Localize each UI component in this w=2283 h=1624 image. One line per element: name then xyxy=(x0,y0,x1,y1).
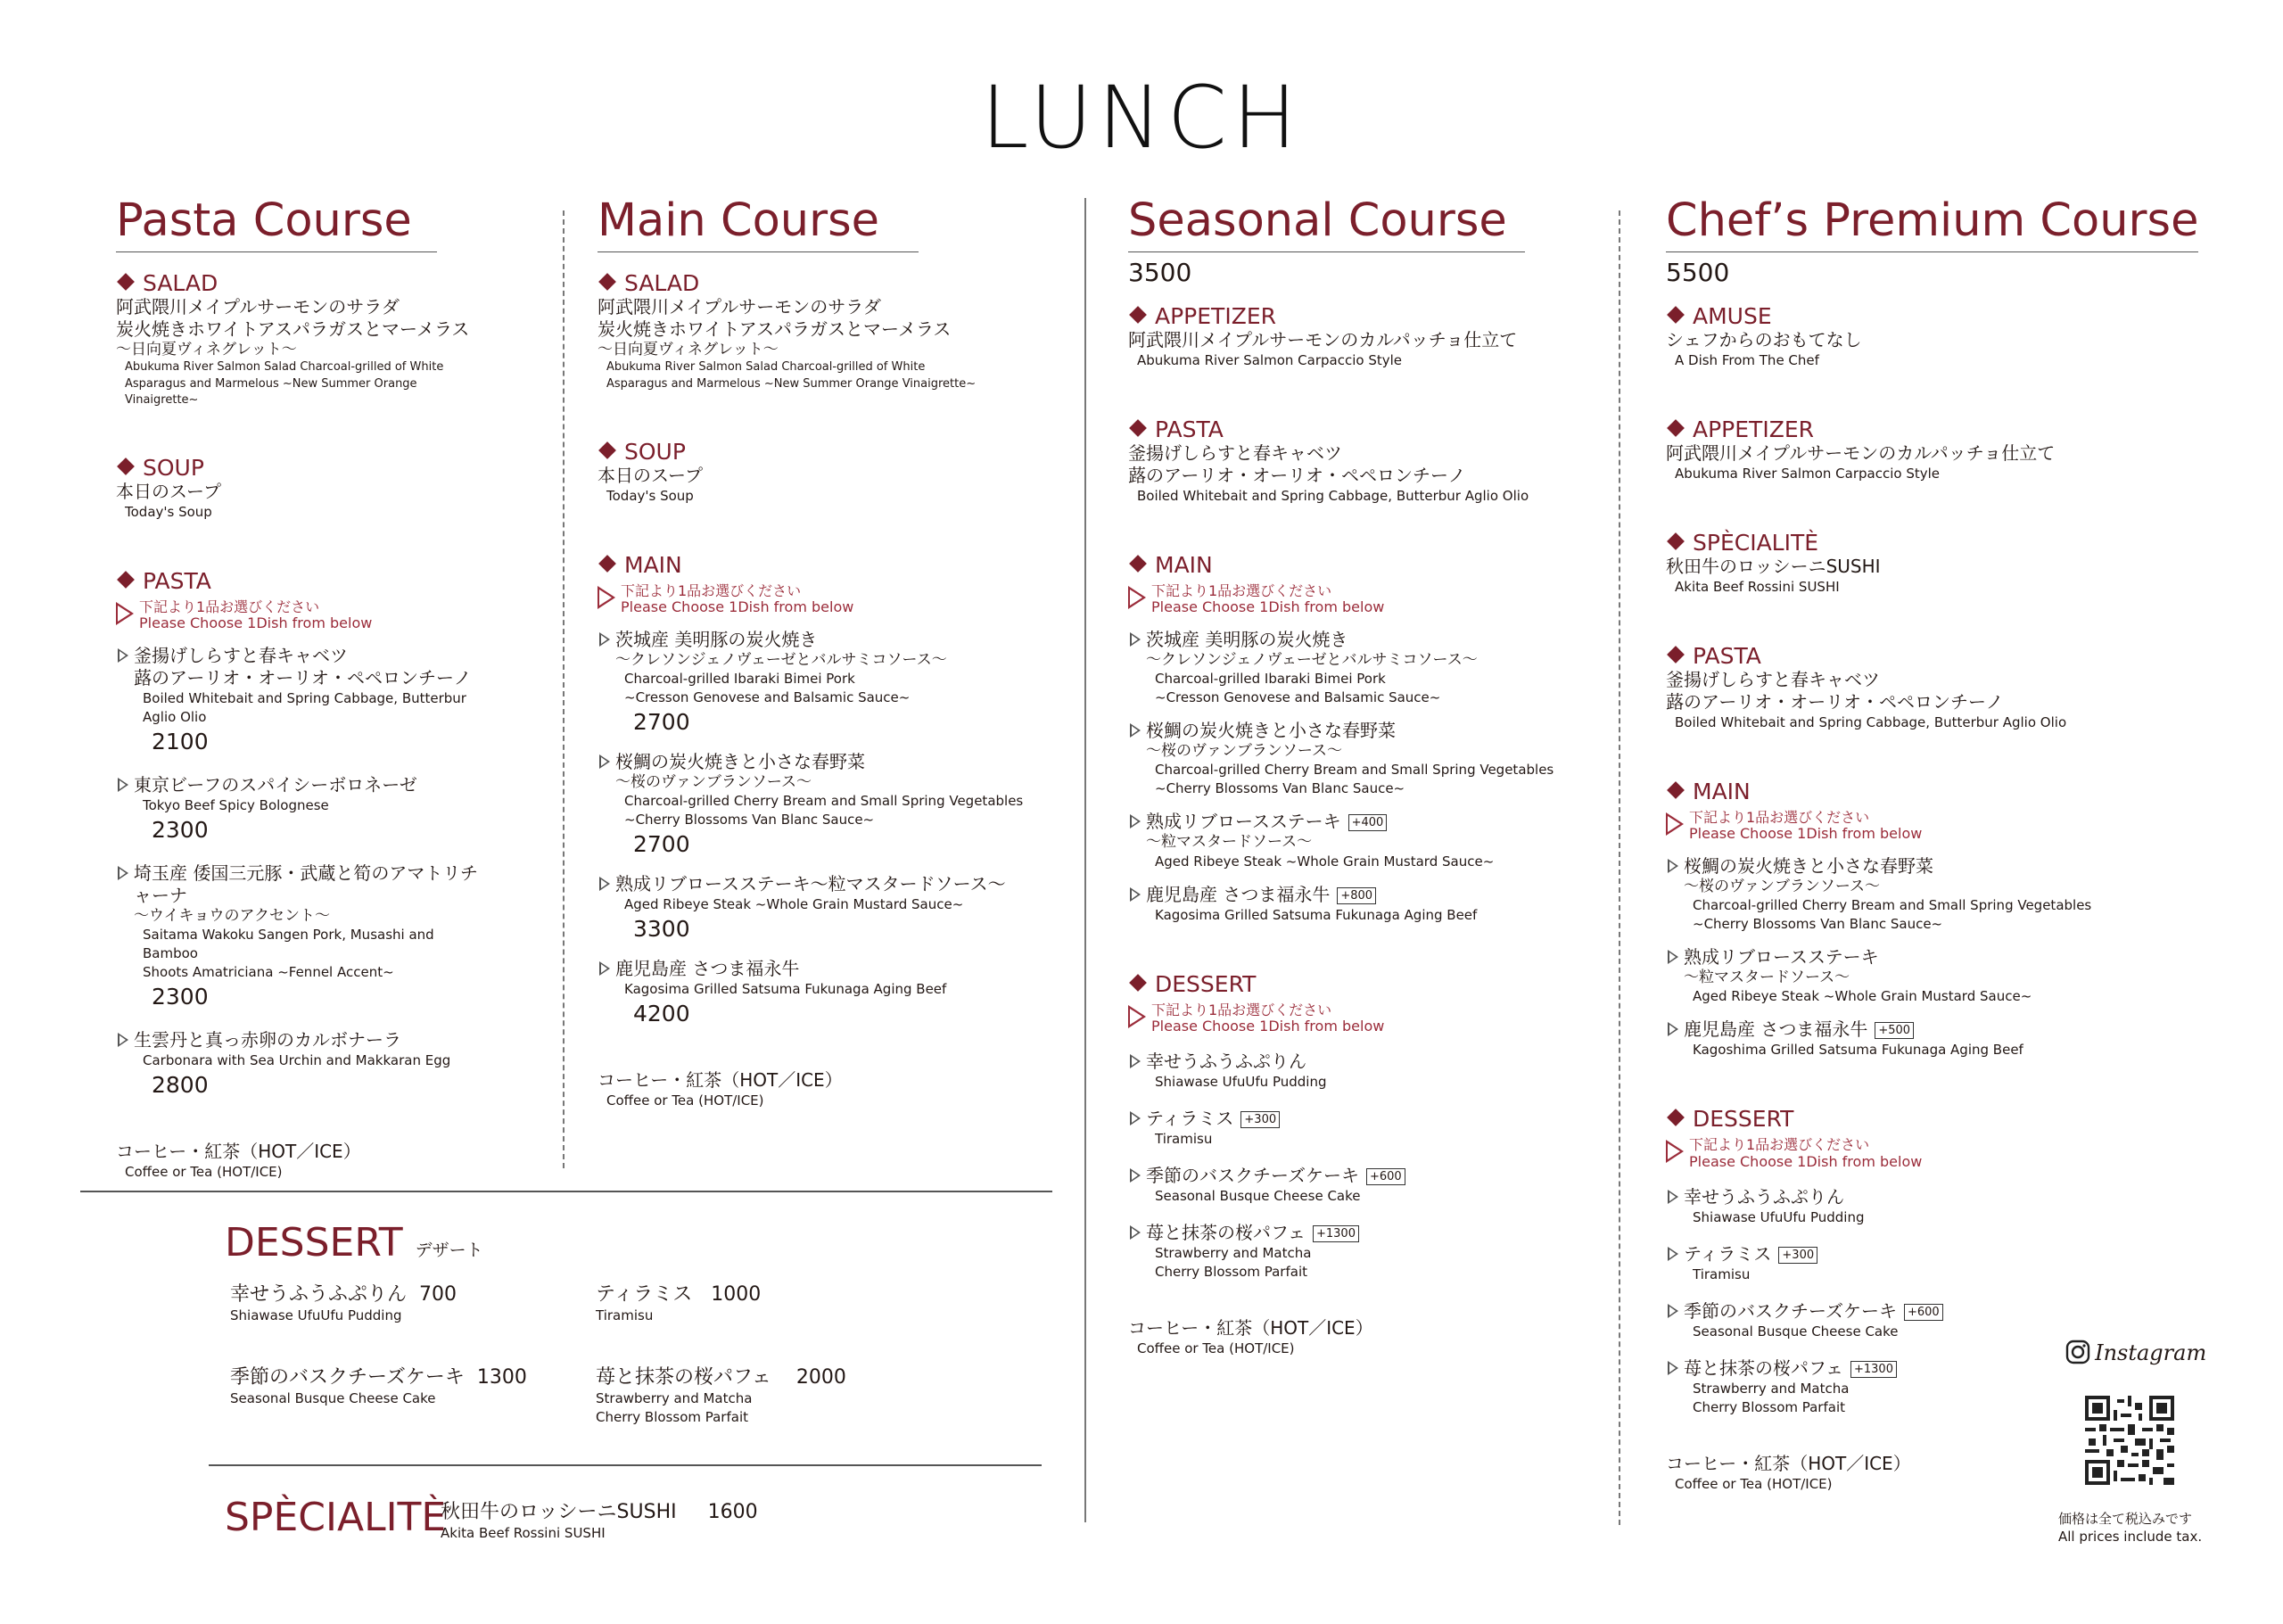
seasonal-price: 3500 xyxy=(1128,258,1192,288)
triangle-icon xyxy=(1668,859,1678,873)
main-items xyxy=(598,629,1079,1027)
triangle-icon xyxy=(1130,1225,1141,1240)
salad-jp: 〜日向夏ヴィネグレット〜 xyxy=(598,341,779,359)
triangle-icon xyxy=(1128,1005,1146,1028)
speciality-jp: 秋田牛のロッシーニSUSHI xyxy=(1666,556,1881,578)
menu-item: 熟成リブロースステーキ 〜粒マスタードソース〜 Aged Ribeye Steak ~Whole Grain Mustard Sauce~ xyxy=(1666,946,2219,1006)
instagram-icon xyxy=(2065,1340,2090,1364)
triangle-icon xyxy=(1130,1168,1141,1183)
page-title: LUNCH xyxy=(981,68,1302,168)
triangle-icon xyxy=(1668,1190,1678,1204)
instagram-link[interactable] xyxy=(2065,1340,2206,1365)
pasta-en: Boiled Whitebait and Spring Cabbage, Butterbur Aglio Olio xyxy=(1675,714,2067,731)
dessert-item: 苺と抹茶の桜パフェ 2000 Strawberry and Matcha Cherry Blossom Parfait xyxy=(596,1366,846,1425)
salad-jp: 阿武隈川メイプルサーモンのサラダ xyxy=(116,296,400,318)
triangle-icon xyxy=(1668,1304,1678,1318)
choose-note: 下記より1品お選びください Please Choose 1Dish from below xyxy=(1128,583,1592,616)
divider-pasta-main xyxy=(563,210,565,1168)
divider-speciality-top xyxy=(209,1464,1042,1466)
triangle-icon xyxy=(1666,1140,1684,1163)
triangle-icon xyxy=(598,586,615,609)
menu-item: 茨城産 美明豚の炭火焼き 〜クレソンジェノヴェーゼとバルサミコソース〜 Charcoal-grilled Ibaraki Bimei Pork ~Cresson Genovese and Balsamic Sauce~ xyxy=(1128,629,1592,707)
diamond-icon xyxy=(1667,646,1685,664)
drink-en: Coffee or Tea (HOT/ICE) xyxy=(1137,1340,1295,1357)
drink-jp: コーヒー・紅茶（HOT／ICE） xyxy=(1666,1453,1911,1475)
diamond-icon xyxy=(598,273,616,291)
seasonal-main-items xyxy=(1128,629,1592,925)
diamond-icon xyxy=(117,273,135,291)
menu-item: 季節のバスクチーズケーキ +600 Seasonal Busque Cheese Cake xyxy=(1128,1165,1592,1206)
dessert-title: DESSERT xyxy=(225,1220,403,1265)
menu-item: 鹿児島産 さつま福永牛 Kagosima Grilled Satsuma Fukunaga Aging Beef 4200 xyxy=(598,958,1079,1026)
diamond-icon xyxy=(598,441,616,459)
menu-item: 埼玉産 倭国三元豚・武蔵と筍のアマトリチャーナ 〜ウイキョウのアクセント〜 Saitama Wakoku Sangen Pork, Musashi and Bamboo Shoots Amatriciana ~Fennel Accent~ 2300 xyxy=(116,862,490,1010)
triangle-icon xyxy=(1668,1022,1678,1036)
menu-item: ティラミス +300 Tiramisu xyxy=(1128,1108,1592,1149)
soup-jp: 本日のスープ xyxy=(116,480,221,502)
salad-en: Asparagus and Marmelous ~New Summer Orange Vinaigrette~ xyxy=(125,376,417,407)
main-course xyxy=(598,196,1079,1110)
soup-en: Today's Soup xyxy=(606,487,694,504)
menu-item: 鹿児島産 さつま福永牛 +800 Kagosima Grilled Satsuma Fukunaga Aging Beef xyxy=(1128,884,1592,925)
tax-note: 価格は全て税込みです All prices include tax. xyxy=(2058,1511,2203,1545)
triangle-icon xyxy=(118,866,128,880)
main-course-heading: Main Course xyxy=(598,196,919,252)
diamond-icon xyxy=(1129,306,1147,324)
pasta-items xyxy=(116,645,490,1098)
seasonal-dessert-label: DESSERT xyxy=(1128,971,1592,997)
salad-jp: 阿武隈川メイプルサーモンのサラダ xyxy=(598,296,881,318)
choose-note: 下記より1品お選びください Please Choose 1Dish from below xyxy=(1128,1002,1592,1035)
pasta-course xyxy=(116,196,490,1182)
premium-pasta-label: PASTA xyxy=(1666,643,2219,669)
premium-amuse-label: AMUSE xyxy=(1666,303,2219,329)
triangle-icon xyxy=(1666,812,1684,836)
menu-item: 幸せうふうふぷりん Shiawase UfuUfu Pudding xyxy=(1666,1186,2219,1227)
triangle-icon xyxy=(599,632,610,647)
menu-item: ティラミス +300 Tiramisu xyxy=(1666,1243,2219,1284)
appetizer-jp: 阿武隈川メイプルサーモンのカルパッチョ仕立て xyxy=(1128,329,1518,351)
triangle-icon xyxy=(1130,1111,1141,1125)
triangle-icon xyxy=(1130,723,1141,738)
triangle-icon xyxy=(1130,814,1141,828)
premium-dessert-label: DESSERT xyxy=(1666,1106,2219,1132)
triangle-icon xyxy=(599,754,610,769)
triangle-icon xyxy=(118,648,128,663)
amuse-en: A Dish From The Chef xyxy=(1675,352,1819,369)
premium-course-heading: Chef’s Premium Course xyxy=(1666,196,2198,252)
pasta-jp: 蕗のアーリオ・オーリオ・ペペロンチーノ xyxy=(1666,691,2004,713)
drink-jp: コーヒー・紅茶（HOT／ICE） xyxy=(116,1140,361,1162)
menu-item: 桜鯛の炭火焼きと小さな春野菜 〜桜のヴァンブランソース〜 Charcoal-grilled Cherry Bream and Small Spring Vegetables ~Cherry Blossoms Van Blanc Sauce~ 2700 xyxy=(598,751,1079,857)
surcharge-badge: +1300 xyxy=(1850,1361,1897,1378)
choose-note: 下記より1品お選びください Please Choose 1Dish from below xyxy=(1666,810,2219,843)
pasta-en: Boiled Whitebait and Spring Cabbage, Butterbur Aglio Olio xyxy=(1137,488,1529,505)
triangle-icon xyxy=(1130,632,1141,647)
main-salad-label: SALAD xyxy=(598,270,1079,296)
menu-item: 熟成リブロースステーキ〜粒マスタードソース〜 Aged Ribeye Steak ~Whole Grain Mustard Sauce~ 3300 xyxy=(598,873,1079,942)
diamond-icon xyxy=(1667,781,1685,799)
drink-jp: コーヒー・紅茶（HOT／ICE） xyxy=(598,1069,843,1091)
diamond-icon xyxy=(1667,1109,1685,1126)
triangle-icon xyxy=(1668,1247,1678,1261)
drink-en: Coffee or Tea (HOT/ICE) xyxy=(125,1163,283,1180)
soup-jp: 本日のスープ xyxy=(598,464,703,486)
premium-main-label: MAIN xyxy=(1666,779,2219,804)
divider-dessert-top xyxy=(80,1191,1052,1192)
drink-jp: コーヒー・紅茶（HOT／ICE） xyxy=(1128,1317,1373,1340)
pasta-jp: 釜揚げしらすと春キャベツ xyxy=(1666,669,1880,691)
triangle-icon xyxy=(1668,1361,1678,1375)
salad-en: Abukuma River Salmon Salad Charcoal-grilled of White xyxy=(125,360,444,375)
diamond-icon xyxy=(1667,532,1685,550)
surcharge-badge: +800 xyxy=(1337,887,1376,904)
pasta-pasta-label: PASTA xyxy=(116,568,490,594)
seasonal-course-heading: Seasonal Course xyxy=(1128,196,1525,252)
speciality-item: 秋田牛のロッシーニSUSHI 1600 Akita Beef Rossini SUSHI xyxy=(441,1501,758,1541)
surcharge-badge: +1300 xyxy=(1313,1225,1359,1242)
menu-item: 幸せうふうふぷりん Shiawase UfuUfu Pudding xyxy=(1128,1051,1592,1092)
seasonal-dessert-items xyxy=(1128,1051,1592,1282)
drink-en: Coffee or Tea (HOT/ICE) xyxy=(606,1092,764,1109)
divider-main-seasonal xyxy=(1084,198,1086,1522)
pasta-jp: 蕗のアーリオ・オーリオ・ペペロンチーノ xyxy=(1128,465,1466,487)
appetizer-en: Abukuma River Salmon Carpaccio Style xyxy=(1137,352,1402,369)
surcharge-badge: +600 xyxy=(1366,1168,1405,1185)
diamond-icon xyxy=(598,555,616,573)
surcharge-badge: +500 xyxy=(1875,1022,1914,1039)
salad-jp: 炭火焼きホワイトアスパラガスとマーメラス xyxy=(116,318,470,341)
qr-code-icon xyxy=(2085,1396,2174,1485)
main-main-label: MAIN xyxy=(598,552,1079,578)
triangle-icon xyxy=(118,778,128,792)
diamond-icon xyxy=(1667,306,1685,324)
salad-jp: 炭火焼きホワイトアスパラガスとマーメラス xyxy=(598,318,952,341)
triangle-icon xyxy=(599,877,610,891)
menu-item: 鹿児島産 さつま福永牛 +500 Kagoshima Grilled Satsuma Fukunaga Aging Beef xyxy=(1666,1018,2219,1059)
triangle-icon xyxy=(118,1033,128,1047)
menu-item: 桜鯛の炭火焼きと小さな春野菜 〜桜のヴァンブランソース〜 Charcoal-grilled Cherry Bream and Small Spring Vegetables ~Cherry Blossoms Van Blanc Sauce~ xyxy=(1666,855,2219,934)
dessert-item: 季節のバスクチーズケーキ 1300 Seasonal Busque Cheese Cake xyxy=(230,1366,527,1406)
instagram-label: Instagram xyxy=(2095,1340,2207,1365)
speciality-en: Akita Beef Rossini SUSHI xyxy=(1675,579,1840,596)
speciality-title: SPÈCIALITÈ xyxy=(225,1495,447,1540)
triangle-icon xyxy=(1130,1054,1141,1068)
diamond-icon xyxy=(117,458,135,475)
seasonal-pasta-label: PASTA xyxy=(1128,416,1592,442)
triangle-icon xyxy=(599,961,610,976)
premium-appetizer-label: APPETIZER xyxy=(1666,416,2219,442)
soup-en: Today's Soup xyxy=(125,503,212,520)
pasta-jp: 釜揚げしらすと春キャベツ xyxy=(1128,442,1342,465)
triangle-icon xyxy=(116,602,134,625)
choose-note: 下記より1品お選びください Please Choose 1Dish from below xyxy=(1666,1137,2219,1170)
diamond-icon xyxy=(1129,419,1147,437)
diamond-icon xyxy=(1129,555,1147,573)
salad-jp: 〜日向夏ヴィネグレット〜 xyxy=(116,341,297,359)
triangle-icon xyxy=(1128,586,1146,609)
dessert-item: 幸せうふうふぷりん 700 Shiawase UfuUfu Pudding xyxy=(230,1283,457,1323)
dessert-subtitle: デザート xyxy=(415,1241,483,1260)
menu-item: 苺と抹茶の桜パフェ +1300 Strawberry and Matcha Cherry Blossom Parfait xyxy=(1128,1222,1592,1282)
drink-en: Coffee or Tea (HOT/ICE) xyxy=(1675,1476,1833,1493)
surcharge-badge: +300 xyxy=(1240,1111,1280,1128)
diamond-icon xyxy=(117,571,135,589)
pasta-soup-label: SOUP xyxy=(116,455,490,481)
menu-item: 熟成リブロースステーキ +400 〜粒マスタードソース〜 Aged Ribeye Steak ~Whole Grain Mustard Sauce~ xyxy=(1128,811,1592,870)
premium-course xyxy=(1666,196,2219,1494)
surcharge-badge: +600 xyxy=(1904,1304,1943,1321)
surcharge-badge: +400 xyxy=(1348,814,1388,831)
choose-note: 下記より1品お選びください Please Choose 1Dish from below xyxy=(598,583,1079,616)
qr-code[interactable] xyxy=(2085,1396,2174,1488)
triangle-icon xyxy=(1668,950,1678,964)
dessert-section xyxy=(225,1220,1027,1265)
menu-item: 釜揚げしらすと春キャベツ 蕗のアーリオ・オーリオ・ペペロンチーノ Boiled Whitebait and Spring Cabbage, Butterbur Aglio Olio 2100 xyxy=(116,645,490,754)
premium-price: 5500 xyxy=(1666,258,1730,288)
premium-main-items xyxy=(1666,855,2219,1060)
pasta-salad-label: SALAD xyxy=(116,270,490,296)
salad-en: Abukuma River Salmon Salad Charcoal-grilled of White xyxy=(606,360,926,375)
menu-item: 苺と抹茶の桜パフェ +1300 Strawberry and Matcha Cherry Blossom Parfait xyxy=(1666,1357,2219,1417)
diamond-icon xyxy=(1129,974,1147,992)
appetizer-jp: 阿武隈川メイプルサーモンのカルパッチョ仕立て xyxy=(1666,442,2056,465)
seasonal-course xyxy=(1128,196,1592,1358)
main-soup-label: SOUP xyxy=(598,439,1079,465)
speciality-section xyxy=(225,1495,446,1540)
surcharge-badge: +300 xyxy=(1778,1247,1817,1264)
menu-item: 桜鯛の炭火焼きと小さな春野菜 〜桜のヴァンブランソース〜 Charcoal-grilled Cherry Bream and Small Spring Vegetables ~Cherry Blossoms Van Blanc Sauce~ xyxy=(1128,720,1592,798)
diamond-icon xyxy=(1667,419,1685,437)
seasonal-main-label: MAIN xyxy=(1128,552,1592,578)
dessert-item: ティラミス 1000 Tiramisu xyxy=(596,1283,762,1323)
divider-seasonal-premium xyxy=(1619,210,1620,1525)
premium-dessert-items xyxy=(1666,1186,2219,1417)
menu-item: 東京ビーフのスパイシーボロネーゼ Tokyo Beef Spicy Bolognese 2300 xyxy=(116,774,490,843)
premium-speciality-label: SPÈCIALITÈ xyxy=(1666,530,2219,556)
menu-item: 季節のバスクチーズケーキ +600 Seasonal Busque Cheese Cake xyxy=(1666,1300,2219,1341)
choose-note: 下記より1品お選びください Please Choose 1Dish from below xyxy=(116,599,490,632)
menu-item: 生雲丹と真っ赤卵のカルボナーラ Carbonara with Sea Urchin and Makkaran Egg 2800 xyxy=(116,1029,490,1098)
pasta-course-heading: Pasta Course xyxy=(116,196,437,252)
triangle-icon xyxy=(1130,887,1141,902)
salad-en: Asparagus and Marmelous ~New Summer Orange Vinaigrette~ xyxy=(606,376,977,391)
appetizer-en: Abukuma River Salmon Carpaccio Style xyxy=(1675,466,1940,482)
menu-item: 茨城産 美明豚の炭火焼き 〜クレソンジェノヴェーゼとバルサミコソース〜 Charcoal-grilled Ibaraki Bimei Pork ~Cresson Genovese and Balsamic Sauce~ 2700 xyxy=(598,629,1079,735)
seasonal-appetizer-label: APPETIZER xyxy=(1128,303,1592,329)
amuse-jp: シェフからのおもてなし xyxy=(1666,329,1862,351)
